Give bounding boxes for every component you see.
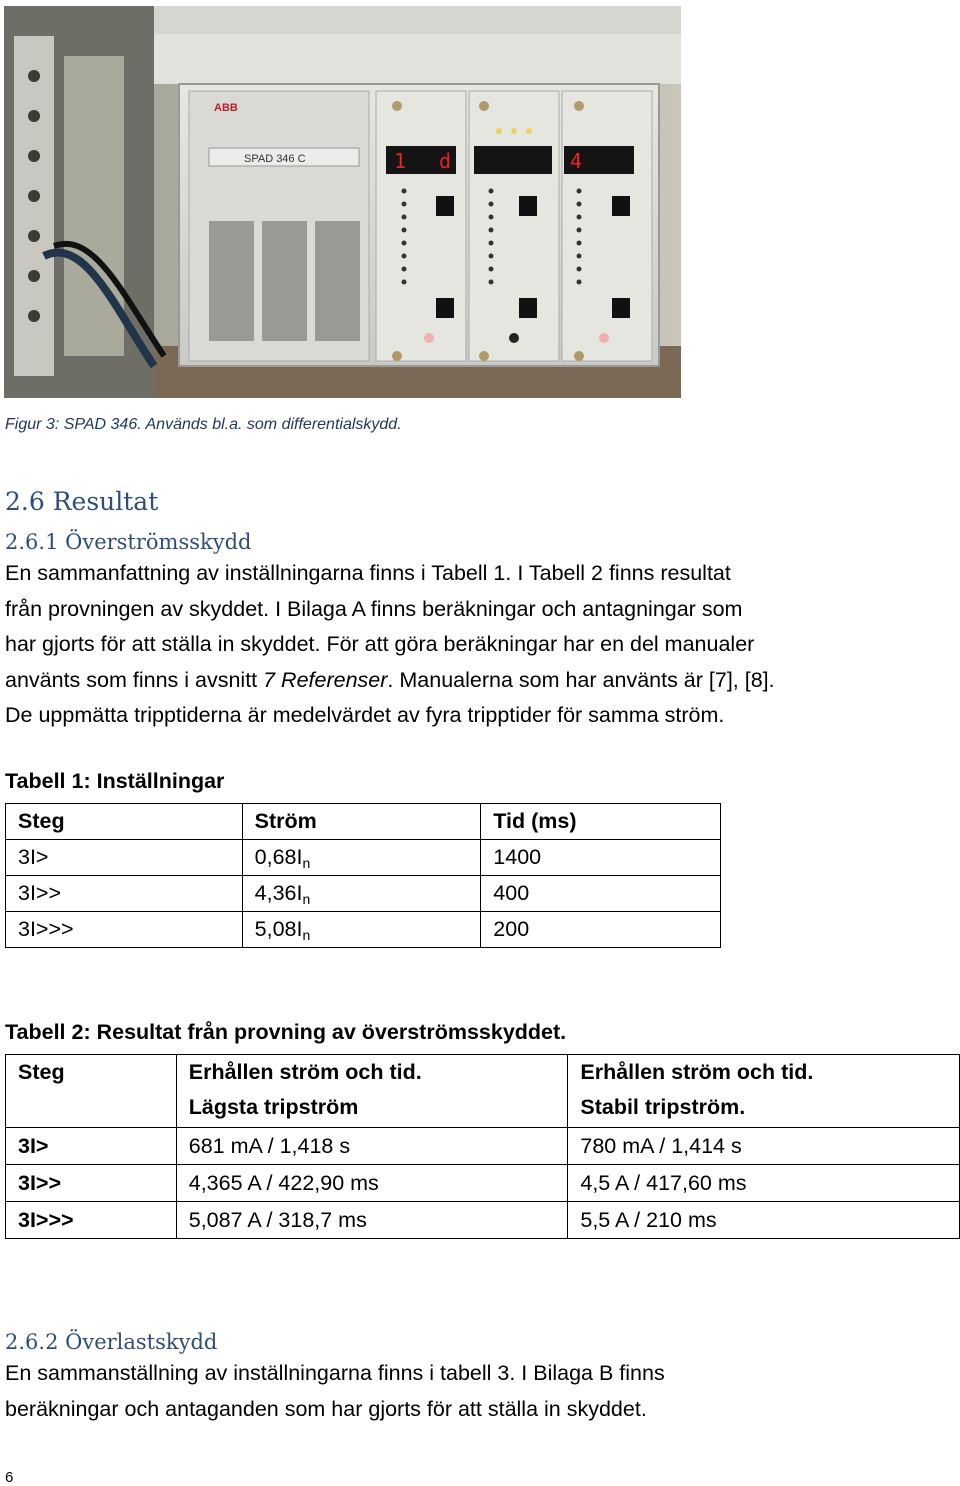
table-row — [6, 1165, 960, 1202]
header-cell: Steg — [6, 1055, 177, 1128]
paragraph-line: En sammanställning av inställningarna finns i tabell 3. I Bilaga B finns — [5, 1361, 665, 1385]
table-row — [6, 1128, 960, 1165]
table-cell: 3I>>> — [6, 1202, 177, 1239]
table-cell: 200 — [481, 912, 721, 948]
current-value: 5,08I — [254, 917, 303, 941]
paragraph-line: De uppmätta tripptiderna är medelvärdet av fyra tripptider för samma ström. — [5, 703, 725, 727]
table-row — [6, 840, 721, 876]
header-cell — [176, 1055, 568, 1128]
header-line: Erhållen ström och tid. — [188, 1060, 422, 1084]
paragraph-line: från provningen av skyddet. I Bilaga A finns beräkningar och antagningar som — [5, 596, 743, 621]
relay-photo — [4, 6, 681, 398]
figure-caption: Figur 3: SPAD 346. Används bl.a. som differentialskydd. — [5, 416, 402, 433]
current-value: 4,36I — [254, 881, 303, 905]
paragraph-line: har gjorts för att ställa in skyddet. För att göra beräkningar har en del manualer — [5, 632, 755, 656]
header-line: Stabil tripström. — [580, 1095, 746, 1119]
table-cell — [242, 840, 481, 876]
table-cell: 3I>> — [6, 876, 243, 912]
table-row — [6, 912, 721, 948]
header-cell — [568, 1055, 960, 1128]
table-cell: 1400 — [481, 840, 721, 876]
table-cell: 780 mA / 1,414 s — [568, 1128, 960, 1165]
table-cell — [242, 876, 481, 912]
table-cell: 3I> — [6, 1128, 177, 1165]
display-3: 4 — [570, 149, 583, 173]
reference-link-text: 7 Referenser — [263, 667, 388, 692]
table-cell — [242, 912, 481, 948]
results-table — [5, 1054, 960, 1239]
table-cell: 4,365 A / 422,90 ms — [176, 1165, 568, 1202]
table1-caption: Tabell 1: Inställningar — [5, 769, 225, 793]
table-row — [6, 1202, 960, 1239]
header-line: Lägsta tripström — [188, 1095, 359, 1119]
paragraph-line — [5, 663, 955, 699]
paragraph-line: beräkningar och antaganden som har gjorts för att ställa in skyddet. — [5, 1396, 647, 1421]
header-line: Erhållen ström och tid. — [580, 1060, 814, 1084]
model-label: SPAD 346 C — [244, 153, 306, 165]
text-segment: . Manualerna som har använts är [7], [8]. — [387, 667, 775, 692]
header-cell: Steg — [6, 804, 243, 840]
table-cell: 681 mA / 1,418 s — [176, 1128, 568, 1165]
subscript: n — [302, 927, 311, 943]
table-row — [6, 876, 721, 912]
subscript: n — [302, 891, 311, 907]
table-cell: 3I>> — [6, 1165, 177, 1202]
display-2: d — [439, 149, 452, 173]
display-1: 1 — [394, 149, 407, 173]
paragraph-overlast — [5, 1356, 955, 1427]
text-segment: använts som finns i avsnitt — [5, 667, 264, 692]
subsection-heading-overstrom: 2.6.1 Överströmsskydd — [5, 530, 252, 554]
table-header-row — [6, 804, 721, 840]
table-cell: 3I>>> — [6, 912, 243, 948]
table-cell: 400 — [481, 876, 721, 912]
subsection-heading-overlast: 2.6.2 Överlastskydd — [5, 1330, 218, 1354]
subscript: n — [302, 855, 311, 871]
table-cell: 3I> — [6, 840, 243, 876]
table-header-row — [6, 1055, 960, 1128]
settings-table — [5, 803, 721, 948]
page-number: 6 — [5, 1469, 14, 1486]
header-cell: Ström — [242, 804, 481, 840]
paragraph-overstrom — [5, 556, 955, 734]
current-value: 0,68I — [254, 845, 303, 869]
table2-caption: Tabell 2: Resultat från provning av överströmsskyddet. — [5, 1020, 567, 1044]
table-cell: 5,5 A / 210 ms — [568, 1202, 960, 1239]
table-cell: 4,5 A / 417,60 ms — [568, 1165, 960, 1202]
paragraph-line: En sammanfattning av inställningarna finns i Tabell 1. I Tabell 2 finns resultat — [5, 561, 731, 585]
abb-logo: ABB — [214, 102, 238, 114]
section-heading: 2.6 Resultat — [5, 487, 159, 516]
table-cell: 5,087 A / 318,7 ms — [176, 1202, 568, 1239]
header-cell: Tid (ms) — [481, 804, 721, 840]
